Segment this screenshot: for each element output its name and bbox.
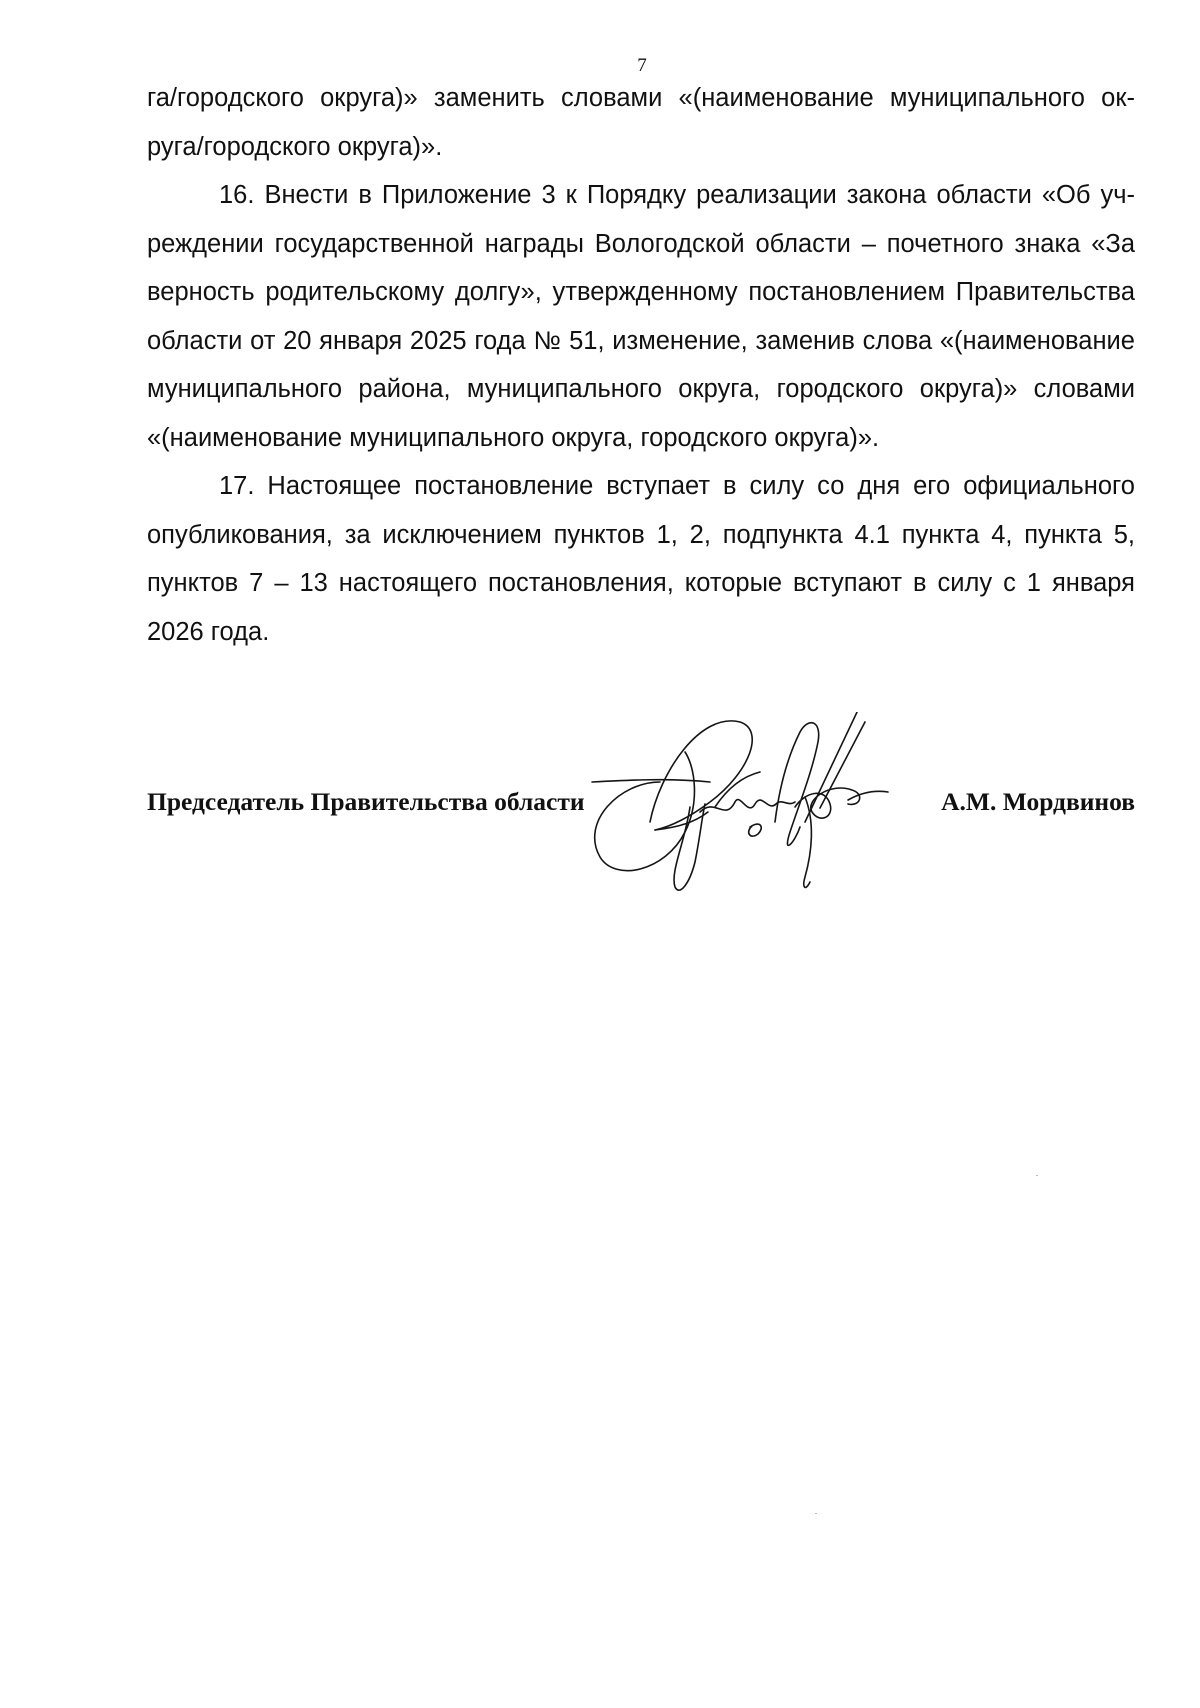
paragraph-16-line: 16. Внести в Приложение 3 к Порядку реализации закона области «Об уч-: [219, 181, 1135, 209]
page-number: 7: [637, 55, 647, 76]
paragraph-17-line: 17. Настоящее постановление вступает в силу со дня его официального: [219, 472, 1135, 500]
scan-speck: [1036, 1175, 1038, 1176]
paragraph-16-line: области от 20 января 2025 года № 51, изменение, заменив слова «(наименование: [147, 326, 1135, 355]
scan-speck: [815, 1513, 817, 1514]
document-body: [147, 74, 1135, 656]
signatory-title: Председатель Правительства области: [147, 787, 585, 816]
paragraph-17-line: опубликования, за исключением пунктов 1, 2, подпункта 4.1 пункта 4, пункта 5,: [147, 520, 1135, 549]
paragraph-17-line: 2026 года.: [147, 617, 270, 646]
signature-block: [147, 782, 1135, 822]
paragraph-16-line: «(наименование муниципального округа, городского округа)».: [147, 423, 880, 452]
paragraph-16-line: реждении государственной награды Вологодской области – почетного знака «За: [147, 229, 1135, 258]
text-line: руга/городского округа)».: [147, 132, 443, 161]
text-line: га/городского округа)» заменить словами «(наименование муниципального ок-: [147, 84, 1135, 112]
paragraph-16-line: верность родительскому долгу», утвержденному постановлением Правительства: [147, 278, 1135, 306]
signatory-name: А.М. Мордвинов: [941, 787, 1135, 816]
paragraph-17-line: пунктов 7 – 13 настоящего постановления, которые вступают в силу с 1 января: [147, 569, 1135, 597]
paragraph-16-line: муниципального района, муниципального округа, городского округа)» словами: [147, 375, 1135, 403]
